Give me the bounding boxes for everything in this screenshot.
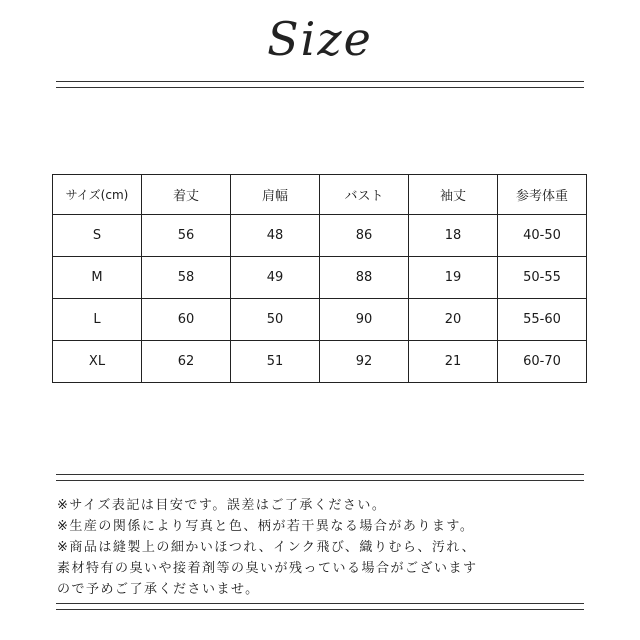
note-line: ※商品は縫製上の細かいほつれ、インク飛び、織りむら、汚れ、 <box>57 540 477 555</box>
note-line: ※生産の関係により写真と色、柄が若干異なる場合があります。 <box>57 519 475 534</box>
header-sleeve: 袖丈 <box>409 175 498 215</box>
header-weight: 参考体重 <box>498 175 587 215</box>
notes-divider-secondary <box>56 480 584 481</box>
bottom-divider-secondary <box>56 609 584 610</box>
table-row <box>53 215 587 257</box>
header-length: 着丈 <box>142 175 231 215</box>
top-divider <box>56 81 584 82</box>
cell-size: M <box>53 257 142 299</box>
cell-length: 62 <box>142 341 231 383</box>
header-bust: バスト <box>320 175 409 215</box>
cell-bust: 88 <box>320 257 409 299</box>
table-row <box>53 299 587 341</box>
notes-divider <box>56 474 584 475</box>
cell-sleeve: 19 <box>409 257 498 299</box>
header-shoulder: 肩幅 <box>231 175 320 215</box>
cell-size: S <box>53 215 142 257</box>
cell-weight: 40-50 <box>498 215 587 257</box>
cell-size: L <box>53 299 142 341</box>
note-line: ので予めご了承くださいませ。 <box>57 582 260 597</box>
cell-shoulder: 51 <box>231 341 320 383</box>
cell-sleeve: 20 <box>409 299 498 341</box>
cell-sleeve: 21 <box>409 341 498 383</box>
size-table <box>52 174 587 383</box>
cell-shoulder: 49 <box>231 257 320 299</box>
cell-weight: 50-55 <box>498 257 587 299</box>
cell-weight: 55-60 <box>498 299 587 341</box>
cell-bust: 86 <box>320 215 409 257</box>
note-line: ※サイズ表記は目安です。誤差はご了承ください。 <box>57 498 387 513</box>
cell-shoulder: 48 <box>231 215 320 257</box>
cell-size: XL <box>53 341 142 383</box>
page-title: Size <box>267 12 373 66</box>
note-line: 素材特有の臭いや接着剤等の臭いが残っている場合がございます <box>57 561 478 576</box>
cell-bust: 92 <box>320 341 409 383</box>
cell-length: 56 <box>142 215 231 257</box>
top-divider-secondary <box>56 87 584 88</box>
cell-sleeve: 18 <box>409 215 498 257</box>
header-size: サイズ(cm) <box>53 175 142 215</box>
bottom-divider <box>56 603 584 604</box>
cell-weight: 60-70 <box>498 341 587 383</box>
table-header-row <box>53 175 587 215</box>
notes-block <box>57 495 597 600</box>
table-row <box>53 257 587 299</box>
cell-shoulder: 50 <box>231 299 320 341</box>
cell-bust: 90 <box>320 299 409 341</box>
cell-length: 60 <box>142 299 231 341</box>
table-row <box>53 341 587 383</box>
cell-length: 58 <box>142 257 231 299</box>
